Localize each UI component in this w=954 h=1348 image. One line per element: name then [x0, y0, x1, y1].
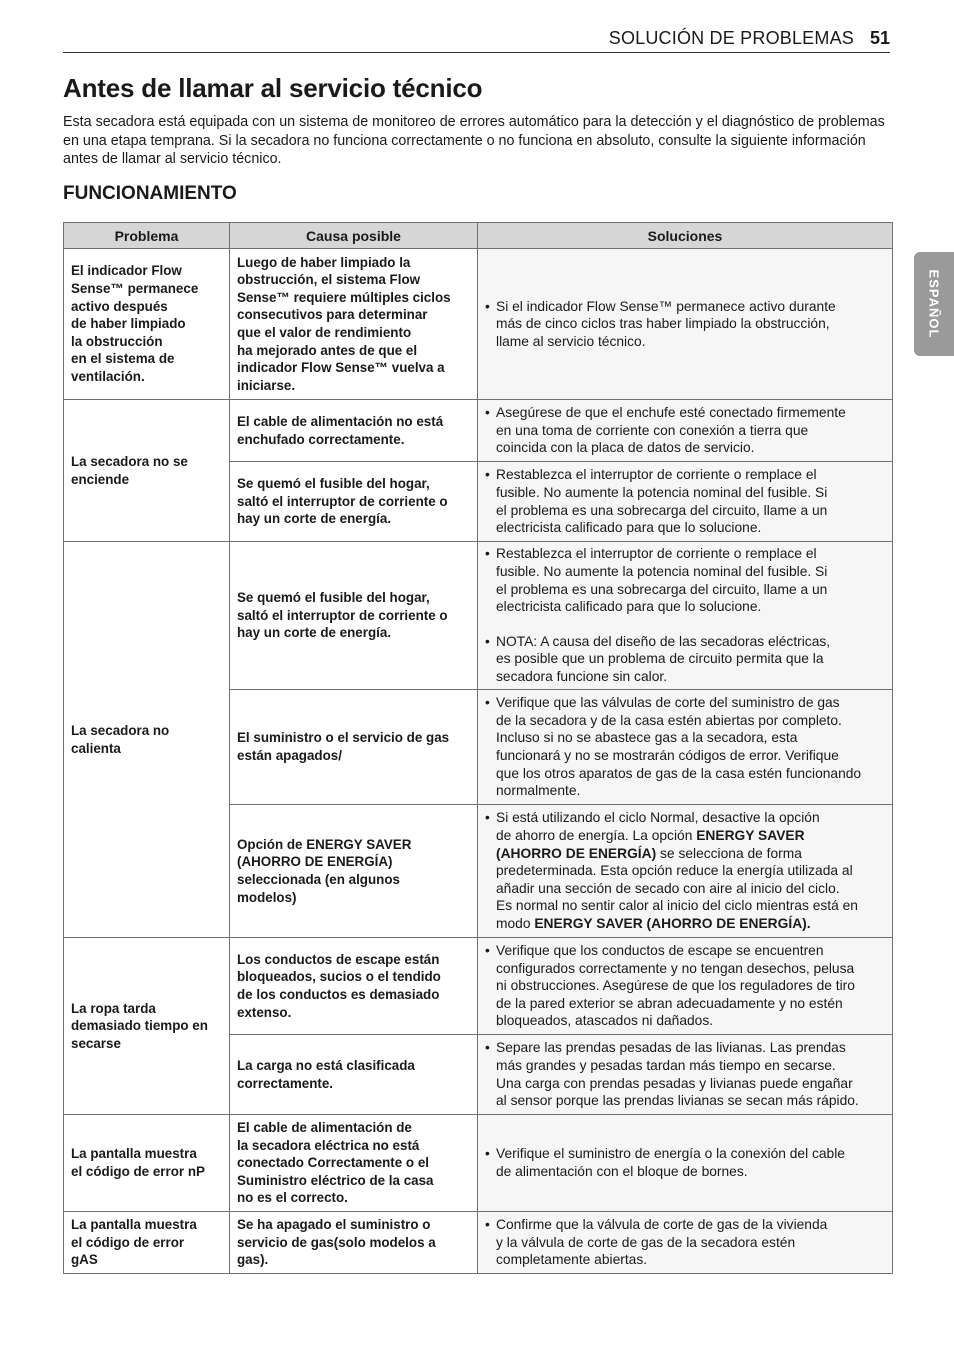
problem-cell: La ropa tarda demasiado tiempo en secarse [64, 938, 230, 1115]
solution-cell [478, 938, 893, 1035]
solution-cell [478, 1115, 893, 1212]
cause-cell: Los conductos de escape están bloqueados, sucios o el tendido de los conductos es demasiado extenso. [230, 938, 478, 1035]
table-row [64, 1212, 893, 1274]
cause-cell: La carga no está clasificada correctamente. [230, 1035, 478, 1115]
solution-cell [478, 400, 893, 462]
page-header [63, 26, 890, 53]
solution-item: • Verifique que los conductos de escape se encuentren configurados correctamente y no tengan desechos, pelusa ni obstrucciones. Asegúrese de que los reguladores de tiro de la pared exterior se abran adecuadamente y no estén bloqueados, atascados ni dañados. [485, 942, 885, 1030]
intro-paragraph: Esta secadora está equipada con un sistema de monitoreo de errores automático para la detección y el diagnóstico de problemas en una etapa temprana. Si la secadora no funciona correctamente o no funciona en absoluto, consulte la siguiente información antes de llamar al servicio técnico. [63, 114, 885, 167]
solution-item: • Asegúrese de que el enchufe esté conectado firmemente en una toma de corriente con conexión a tierra que coincida con la placa de datos de servicio. [485, 404, 885, 457]
troubleshooting-table [63, 222, 893, 1274]
solution-cell [478, 1212, 893, 1274]
table-row [64, 1115, 893, 1212]
problem-cell: La secadora no se enciende [64, 400, 230, 542]
solution-cell [478, 1035, 893, 1115]
solution-item: • Restablezca el interruptor de corriente o remplace el fusible. No aumente la potencia nominal del fusible. Si el problema es una sobrecarga del circuito, llame a un electricista calificado para que lo solucione. [485, 466, 885, 536]
section-subtitle: FUNCIONAMIENTO [63, 183, 237, 204]
problem-cell: La pantalla muestra el código de error nP [64, 1115, 230, 1212]
solution-item: • Verifique el suministro de energía o la conexión del cable de alimentación con el bloque de bornes. [485, 1145, 885, 1180]
cause-cell: Se quemó el fusible del hogar, saltó el interruptor de corriente o hay un corte de energía. [230, 542, 478, 690]
cause-cell: El cable de alimentación de la secadora eléctrica no está conectado Correctamente o el Suministro eléctrico de la casa no es el correcto. [230, 1115, 478, 1212]
language-side-tab [914, 252, 954, 356]
solution-item: • Verifique que las válvulas de corte del suministro de gas de la secadora y de la casa estén abiertas por completo. Incluso si no se abastece gas a la secadora, esta funcionará y no se mostrarán códigos de error. Verifique que los otros aparatos de gas de la casa estén funcionando normalmente. [485, 694, 885, 800]
cause-cell: El suministro o el servicio de gas están apagados/ [230, 690, 478, 805]
table-row [64, 400, 893, 462]
cause-cell: Luego de haber limpiado la obstrucción, el sistema Flow Sense™ requiere múltiples ciclos consecutivos para determinar que el valor de rendimiento ha mejorado antes de que el indicador Flow Sense™ vuelva a iniciarse. [230, 249, 478, 400]
cause-cell: Se ha apagado el suministro o servicio de gas(solo modelos a gas). [230, 1212, 478, 1274]
solution-note-item: • NOTA: A causa del diseño de las secadoras eléctricas, es posible que un problema de circuito permita que la secadora funcione sin calor. [485, 633, 885, 686]
table-row [64, 938, 893, 1035]
table-header-row [64, 223, 893, 249]
solution-item: • Si el indicador Flow Sense™ permanece activo durante más de cinco ciclos tras haber limpiado la obstrucción, llame al servicio técnico. [485, 298, 885, 351]
solution-cell [478, 542, 893, 690]
solution-cell [478, 805, 893, 938]
energy-text-1: Si está utilizando el ciclo Normal, desactive la opción de ahorro de energía. La opción [496, 810, 820, 844]
cause-cell: Se quemó el fusible del hogar, saltó el interruptor de corriente o hay un corte de energía. [230, 462, 478, 542]
solution-cell [478, 462, 893, 542]
energy-saver-label: ENERGY SAVER (AHORRO DE ENERGÍA) [496, 828, 805, 861]
solution-cell [478, 690, 893, 805]
header-solutions: Soluciones [478, 223, 893, 249]
table-row [64, 249, 893, 400]
header-cause: Causa posible [230, 223, 478, 249]
solution-cell [478, 249, 893, 400]
cause-cell: El cable de alimentación no está enchufado correctamente. [230, 400, 478, 462]
energy-text-2: se selecciona de forma predeterminada. Esta opción reduce la energía utilizada al añadir una sección de secado con aire al inicio del ciclo. Es normal no sentir calor al inicio del ciclo mientras está en modo [496, 845, 858, 931]
header-section-title: SOLUCIÓN DE PROBLEMAS [608, 28, 854, 48]
page-number: 51 [869, 28, 890, 48]
cause-cell: Opción de ENERGY SAVER (AHORRO DE ENERGÍA) seleccionada (en algunos modelos) [230, 805, 478, 938]
page-title: Antes de llamar al servicio técnico [63, 73, 483, 103]
solution-item: • Separe las prendas pesadas de las livianas. Las prendas más grandes y pesadas tardan más tiempo en secarse. Una carga con prendas pesadas y livianas puede engañar al sensor porque las prendas livianas se secan más rápido. [485, 1039, 885, 1109]
problem-cell: La pantalla muestra el código de error gAS [64, 1212, 230, 1274]
table-row [64, 542, 893, 690]
solution-item: • Confirme que la válvula de corte de gas de la vivienda y la válvula de corte de gas de la secadora estén completamente abiertas. [485, 1216, 885, 1269]
problem-cell: La secadora no calienta [64, 542, 230, 938]
language-side-tab-label: ESPAÑOL [926, 269, 942, 339]
solution-item: • Restablezca el interruptor de corriente o remplace el fusible. No aumente la potencia nominal del fusible. Si el problema es una sobrecarga del circuito, llame a un electricista calificado para que lo solucione. [485, 545, 885, 615]
problem-cell: El indicador Flow Sense™ permanece activo después de haber limpiado la obstrucción en el sistema de ventilación. [64, 249, 230, 400]
energy-saver-mode-label: ENERGY SAVER (AHORRO DE ENERGÍA). [534, 915, 811, 931]
header-problem: Problema [64, 223, 230, 249]
solution-item [485, 809, 885, 932]
